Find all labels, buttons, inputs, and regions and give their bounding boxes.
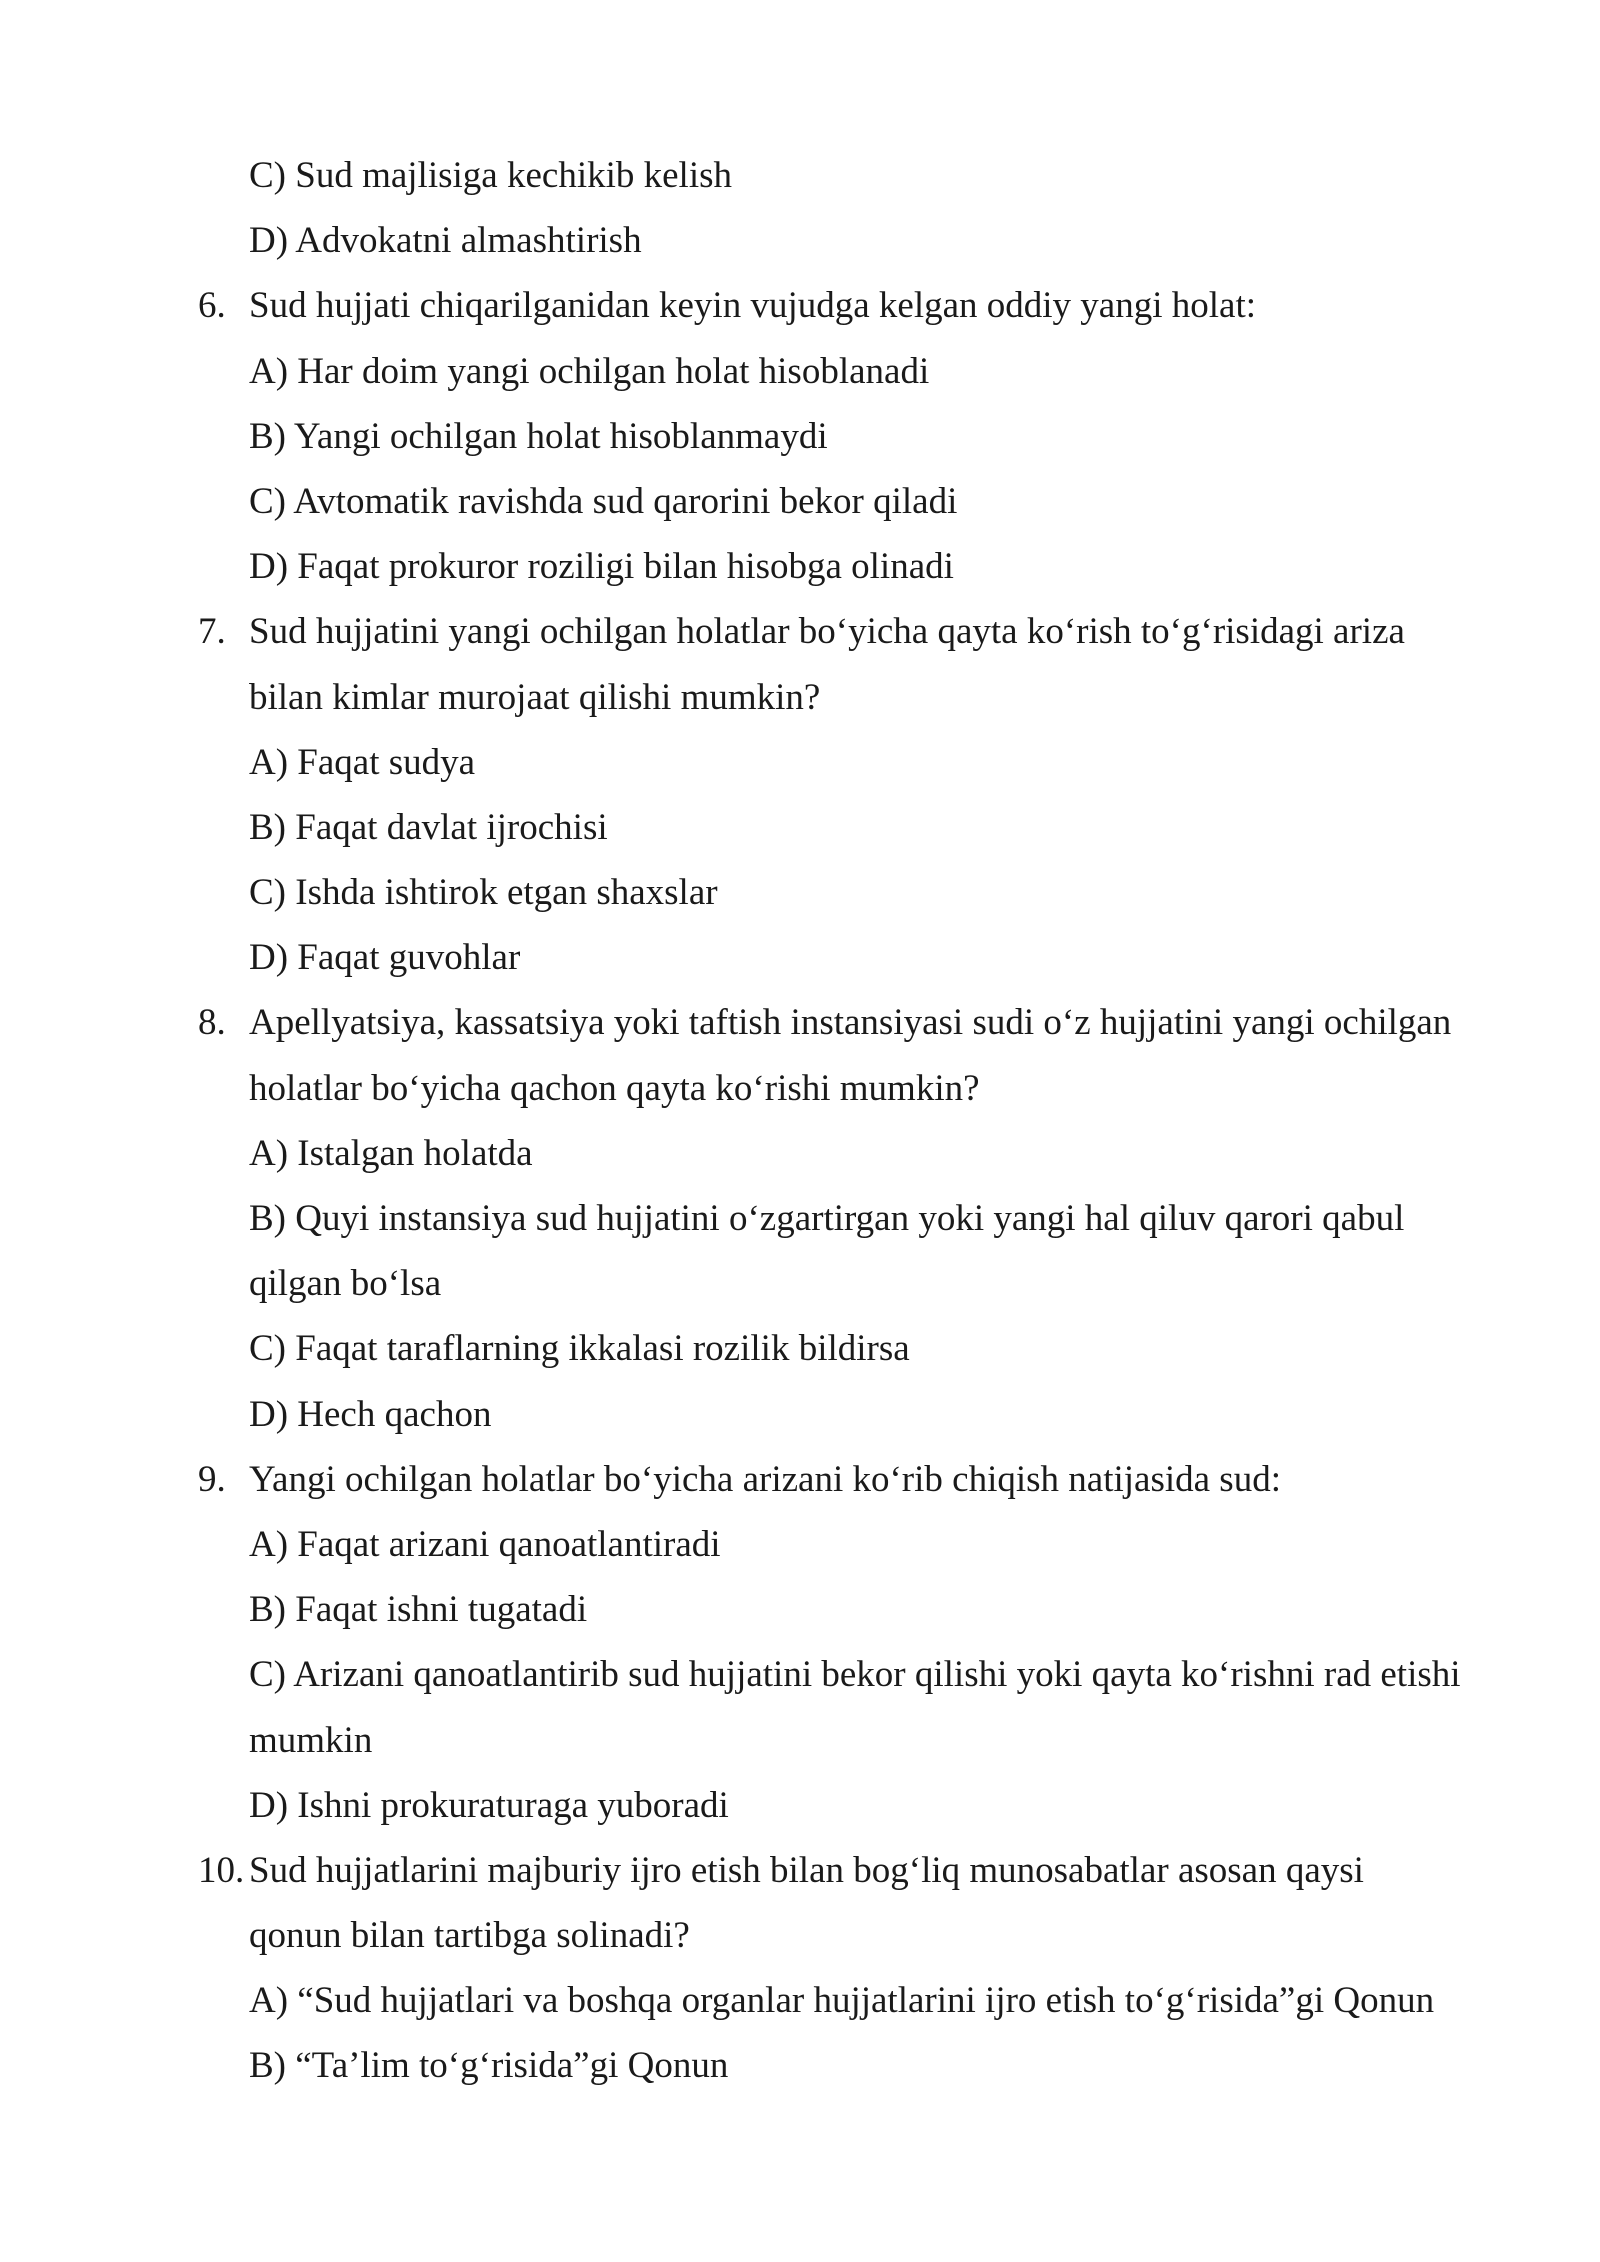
option-text: B) Faqat davlat ijrochisi [249,806,608,848]
question-line-continued [0,1908,1600,1973]
option-text: A) Istalgan holatda [249,1132,533,1174]
question-number: 6. [198,285,226,327]
answer-option [0,865,1600,930]
answer-option [0,1126,1600,1191]
option-text: B) Quyi instansiya sud hujjatini o‘zgartirgan yoki yangi hal qiluv qarori qabul [249,1198,1405,1239]
answer-option [0,735,1600,800]
answer-option [0,1973,1600,2038]
option-text: qilgan bo‘lsa [249,1263,442,1305]
question-number: 9. [198,1458,226,1500]
question-text: qonun bilan tartibga solinadi? [249,1915,690,1957]
question-line [0,995,1600,1060]
question-list [0,148,1600,2104]
answer-option [0,1582,1600,1647]
option-text: D) Faqat guvohlar [249,937,521,979]
answer-option [0,1647,1600,1712]
question-text: Yangi ochilgan holatlar bo‘yicha arizani ko‘rib chiqish natijasida sud: [249,1458,1281,1500]
question-number: 8. [198,1002,226,1044]
answer-option [0,1778,1600,1843]
question-number: 10. [198,1849,245,1891]
answer-option [0,1517,1600,1582]
answer-option-continued [0,1713,1600,1778]
option-text: C) Avtomatik ravishda sud qarorini bekor qiladi [249,480,958,522]
option-text: D) Advokatni almashtirish [249,220,642,262]
option-text: B) Faqat ishni tugatadi [249,1589,588,1631]
question-line-continued [0,670,1600,735]
question-text: Sud hujjatini yangi ochilgan holatlar bo‘yicha qayta ko‘rish to‘g‘risidagi ariza [249,611,1405,653]
answer-option [0,539,1600,604]
answer-option [0,474,1600,539]
answer-option [0,213,1600,278]
answer-option [0,148,1600,213]
question-line [0,1452,1600,1517]
answer-option [0,2038,1600,2103]
question-number: 7. [198,611,226,653]
answer-option [0,800,1600,865]
answer-option [0,930,1600,995]
option-text: B) Yangi ochilgan holat hisoblanmaydi [249,415,828,457]
option-text: C) Arizani qanoatlantirib sud hujjatini bekor qilishi yoki qayta ko‘rishni rad etishi [249,1654,1461,1696]
option-text: C) Sud majlisiga kechikib kelish [249,155,733,196]
option-text: A) Faqat sudya [249,741,476,783]
question-line-continued [0,1061,1600,1126]
question-text: Sud hujjatlarini majburiy ijro etish bilan bog‘liq munosabatlar asosan qaysi [249,1849,1364,1891]
option-text: C) Ishda ishtirok etgan shaxslar [249,872,718,914]
question-text: bilan kimlar murojaat qilishi mumkin? [249,676,821,718]
question-text: Apellyatsiya, kassatsiya yoki taftish instansiyasi sudi o‘z hujjatini yangi ochilgan [249,1002,1452,1044]
question-text: Sud hujjati chiqarilganidan keyin vujudga kelgan oddiy yangi holat: [249,285,1257,327]
option-text: A) Faqat arizani qanoatlantiradi [249,1523,721,1565]
answer-option [0,1191,1600,1256]
answer-option-continued [0,1256,1600,1321]
question-text: holatlar bo‘yicha qachon qayta ko‘rishi mumkin? [249,1067,980,1109]
option-text: A) Har doim yangi ochilgan holat hisoblanadi [249,350,930,392]
answer-option [0,1387,1600,1452]
question-line [0,278,1600,343]
option-text: C) Faqat taraflarning ikkalasi rozilik bildirsa [249,1328,910,1370]
option-text: A) “Sud hujjatlari va boshqa organlar hujjatlarini ijro etish to‘g‘risida”gi Qonun [249,1980,1435,2022]
answer-option [0,344,1600,409]
option-text: D) Ishni prokuraturaga yuboradi [249,1784,729,1826]
option-text: B) “Ta’lim to‘g‘risida”gi Qonun [249,2045,729,2087]
option-text: mumkin [249,1719,373,1761]
question-line [0,604,1600,669]
answer-option [0,409,1600,474]
answer-option [0,1321,1600,1386]
option-text: D) Hech qachon [249,1393,492,1435]
option-text: D) Faqat prokuror roziligi bilan hisobga olinadi [249,546,954,588]
question-line [0,1843,1600,1908]
